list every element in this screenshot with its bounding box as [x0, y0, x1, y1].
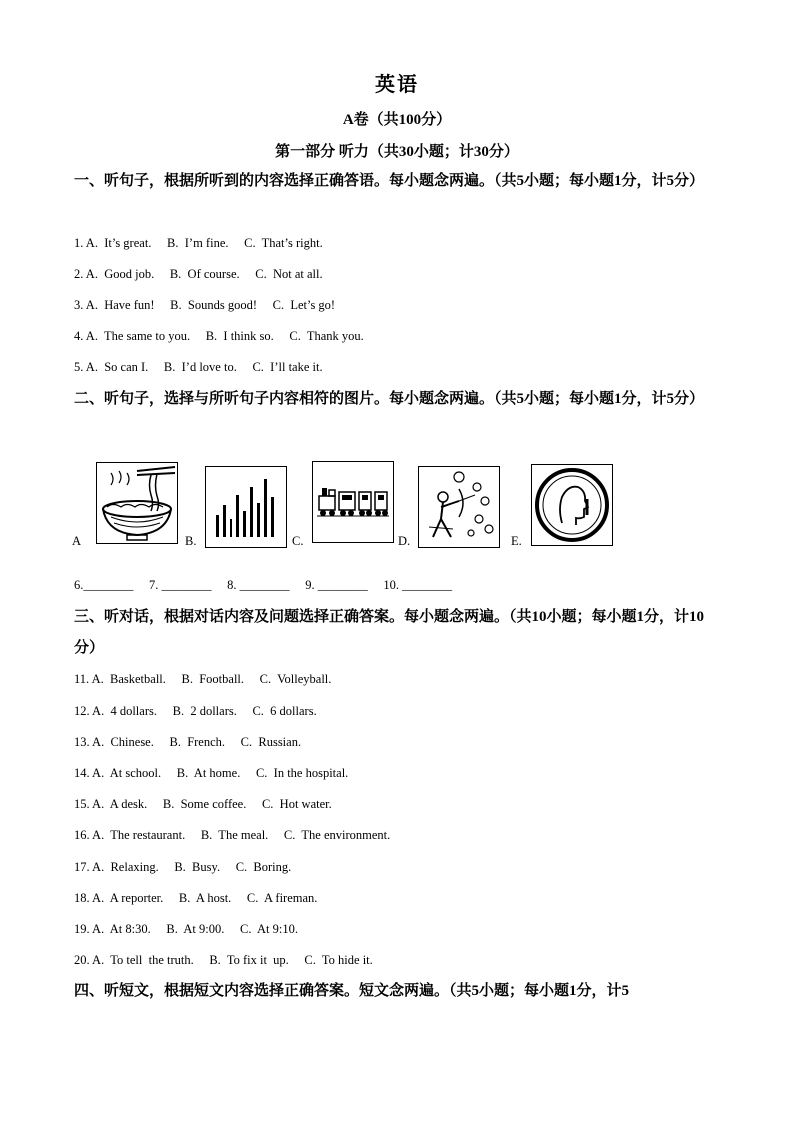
picture-b — [205, 466, 287, 548]
picture-b-label: B. — [185, 534, 197, 548]
picture-a-label: A — [72, 534, 82, 548]
question-19: 19. A. At 8:30. B. At 9:00. C. At 9:10. — [74, 922, 298, 936]
archer-icon — [419, 467, 499, 547]
picture-d — [418, 466, 500, 548]
picture-c-label: C. — [292, 534, 304, 548]
question-1: 1. A. It’s great. B. I’m fine. C. That’s right. — [74, 236, 323, 250]
question-2: 2. A. Good job. B. Of course. C. Not at all. — [74, 267, 323, 281]
question-20: 20. A. To tell the truth. B. To fix it up. C. To hide it. — [74, 953, 373, 967]
question-14: 14. A. At school. B. At home. C. In the hospital. — [74, 766, 349, 780]
bar-chart-icon — [206, 467, 286, 547]
paper-subtitle: A卷（共100分） — [342, 112, 452, 128]
question-18: 18. A. A reporter. B. A host. C. A fireman. — [74, 891, 318, 905]
question-12: 12. A. 4 dollars. B. 2 dollars. C. 6 dollars. — [74, 704, 317, 718]
section-four-heading: 四、听短文，根据短文内容选择正确答案。短文念两遍。（共5小题；每小题1分，计5 — [74, 983, 630, 999]
picture-c — [312, 461, 394, 543]
picture-d-label: D. — [398, 534, 411, 548]
section-two-heading: 二、听句子，选择与所听句子内容相符的图片。每小题念两遍。（共5小题；每小题1分，计5分） — [74, 391, 705, 407]
toy-train-icon — [313, 462, 393, 542]
question-16: 16. A. The restaurant. B. The meal. C. The environment. — [74, 828, 391, 842]
picture-e-label: E. — [511, 534, 522, 548]
question-13: 13. A. Chinese. B. French. C. Russian. — [74, 735, 302, 749]
picture-e — [531, 464, 613, 546]
section-one-heading: 一、听句子，根据所听到的内容选择正确答语。每小题念两遍。（共5小题；每小题1分，计5分） — [74, 173, 705, 189]
question-11: 11. A. Basketball. B. Football. C. Volleyball. — [74, 672, 332, 686]
page-title: 英语 — [375, 74, 419, 96]
picture-a — [96, 462, 178, 544]
noodle-bowl-icon — [97, 463, 177, 543]
question-5: 5. A. So can I. B. I’d love to. C. I’ll take it. — [74, 360, 323, 374]
silence-gesture-icon — [532, 465, 612, 545]
answer-blanks: 6.________ 7. ________ 8. ________ 9. ________ 10. ________ — [74, 578, 453, 592]
question-17: 17. A. Relaxing. B. Busy. C. Boring. — [74, 860, 292, 874]
question-3: 3. A. Have fun! B. Sounds good! C. Let’s go! — [74, 298, 336, 312]
section-three-heading: 三、听对话，根据对话内容及问题选择正确答案。每小题念两遍。（共10小题；每小题1分，计10分） — [74, 609, 705, 656]
part-one-title: 第一部分 听力（共30小题；计30分） — [275, 144, 519, 160]
question-4: 4. A. The same to you. B. I think so. C. Thank you. — [74, 329, 364, 343]
question-15: 15. A. A desk. B. Some coffee. C. Hot water. — [74, 797, 332, 811]
